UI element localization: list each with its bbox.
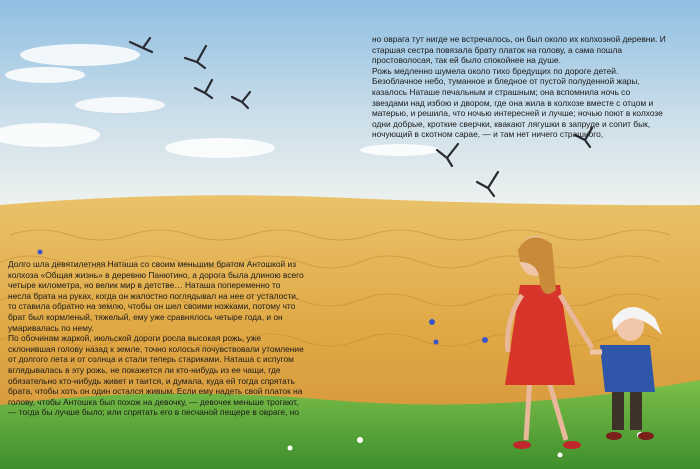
text-line: голову, чтобы Антошка был похож на девочку, — девочек меньше трогают,: [8, 396, 299, 407]
text-line: простоволосая, так ей было спокойнее на душе.: [372, 55, 561, 66]
text-line: матерью, и решила, что ночью интересней и лучше; ночью поют в колхозе: [372, 108, 663, 119]
text-line: ночующий в скотном сарае, — и там нет ничего страшного,: [372, 129, 604, 140]
text-block-top: [372, 34, 666, 140]
text-line: звездами над избою и двором, где она жила в колхозе вместе с отцом и: [372, 97, 654, 108]
text-line: склонившая голову назад к земле, точно колосья почувствовали утомление: [8, 343, 304, 354]
text-line: то ставила обратно на землю, чтобы он шел своими ножками, потому что: [8, 301, 296, 312]
text-line: Рожь медленно шумела около тихо бредущих по дороге детей.: [372, 65, 619, 76]
text-line: старшая сестра повязала брату платок на голову, а сама пошла: [372, 44, 622, 55]
text-line: — тогда бы лучше было; или спрятать его в песчаной пещере в овраге, но: [8, 407, 300, 418]
text-line: обязательно кто-нибудь живет и таится, и думала, куда ей тогда спрятать: [8, 375, 295, 386]
text-line: казалось Наташе печальным и страшным; она вспомнила ночь со: [372, 86, 631, 97]
text-line: одни добрые, кроткие сверчки, квакают лягушки в запруде и сопит бык,: [372, 118, 651, 129]
text-line: Безоблачное небо, туманное и бледное от пустой полуденной жары,: [372, 76, 640, 87]
text-line: умаривалась по нему.: [8, 322, 94, 333]
text-line: четыре километра, но велик мир в детстве… Наташа попеременно то: [8, 280, 281, 291]
text-line: вглядывалась в эту рожь, не покажется ли кто-нибудь из ее чащи, где: [8, 364, 281, 375]
text-line: брата, чтобы хоть он один остался живым. Если ему надеть свой платок на: [8, 386, 303, 397]
text-line: По обочинам жаркой, июльской дороги росла высокая рожь, уже: [8, 333, 262, 344]
text-line: Долго шла девятилетняя Наташа со своим меньшим братом Антошкой из: [8, 259, 297, 269]
text-line: брат был кормленый, тяжелый, ему уже сравнялось четыре года, и он: [8, 311, 283, 322]
text-block-left: [8, 259, 304, 418]
text-line: от долгого лета и от солнца и стали теперь стариками. Наташа с испугом: [8, 354, 294, 365]
text-line: колхоза «Общая жизнь» в деревню Панютино, а дорога была длиною всего: [8, 269, 304, 280]
text-line: несла брата на руках, когда он жалостно поглядывал на нее от усталости,: [8, 290, 299, 301]
text-line: но оврага тут нигде не встречалось, он был около их колхозной деревни. И: [372, 34, 666, 44]
